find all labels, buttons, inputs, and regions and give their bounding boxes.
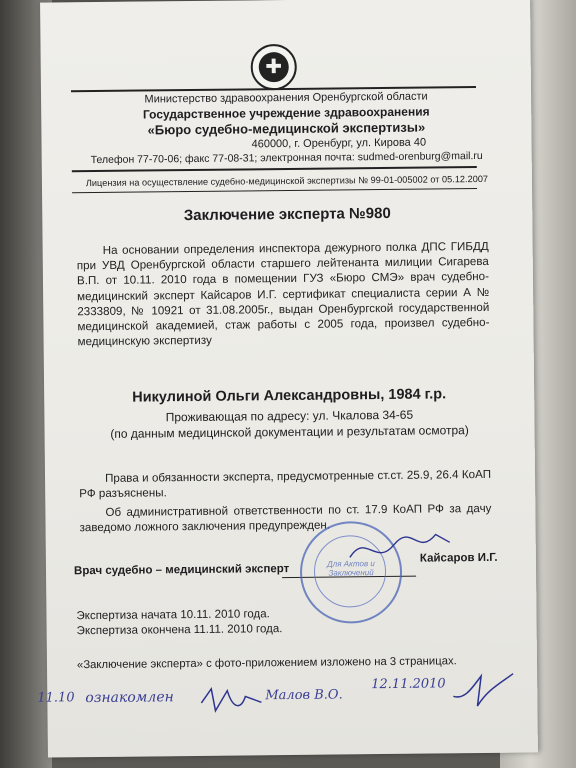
bureau-logo <box>251 44 297 90</box>
expert-signature-scribble <box>346 526 456 567</box>
document-page <box>37 0 538 758</box>
intro-paragraph: На основании определения инспектора дежурного полка ДПС ГИБДД при УВД Оренбургской области старшего лейтенанта милиции Сигарева В.П. от 10.11. 2010 года в помещении ГУЗ «Бюро СМЭ» врач судебно-медицинский эксперт Кайсаров И.Г. сертификат специалиста серии А № 2333809, № 10921 от 31.08.2005г., выдан Оренбургской государственной медицинской академией, стаж работы с 2005 года, произвел судебно-медицинскую экспертизу <box>76 239 490 349</box>
exam-start: Экспертиза начата 10.11. 2010 года. <box>76 608 270 623</box>
rights-paragraph: Права и обязанности эксперта, предусмотренные ст.ст. 25.9, 26.4 КоАП РФ разъяснены. <box>79 467 492 501</box>
expert-signature-bottom <box>447 666 517 713</box>
ministry-line: Министерство здравоохранения Оренбургской области <box>144 90 428 106</box>
reader-signature-scribble <box>197 680 267 721</box>
handwritten-acquainted: ознакомлен <box>85 689 174 707</box>
institution-line: Государственное учреждение здравоохранения <box>142 104 430 122</box>
handwritten-name: Малов В.О. <box>265 687 343 704</box>
header-rule-mid <box>72 166 477 172</box>
document-title: Заключение эксперта №980 <box>183 204 391 225</box>
address-line: 460000, г. Оренбург, ул. Кирова 40 <box>251 136 427 151</box>
handwritten-date-right: 12.11.2010 <box>371 676 446 693</box>
subject-name: Никулиной Ольги Александровны, 1984 г.р. <box>132 386 447 406</box>
medical-cross-icon: ✚ <box>265 56 283 79</box>
signature-name: Кайсаров И.Г. <box>419 551 498 565</box>
bureau-line: «Бюро судебно-медицинской экспертизы» <box>147 119 426 138</box>
exam-end: Экспертиза окончена 11.11. 2010 года. <box>76 623 283 638</box>
license-line: Лицензия на осуществление судебно-медицинской экспертизы № 99-01-005002 от 05.12.2007 <box>85 173 489 189</box>
subject-source: (по данным медицинской документации и результатам осмотра) <box>110 423 469 441</box>
header-rule-bottom <box>72 188 477 193</box>
footer-note: «Заключение эксперта» с фото-приложением изложено на 3 страницах. <box>76 655 457 672</box>
handwritten-date-left: 11.10 <box>37 690 75 706</box>
liability-paragraph: Об административной ответственности по ст. 17.9 КоАП РФ за дачу заведомо ложного заключения предупрежден. <box>79 501 492 535</box>
contacts-line: Телефон 77-70-06; факс 77-08-31; электронная почта: sudmed-orenburg@mail.ru <box>90 149 483 167</box>
subject-address: Проживающая по адресу: ул. Чкалова 34-65 <box>165 407 414 425</box>
stamp-text: Для Актов и Заключений <box>327 559 375 578</box>
signature-role: Врач судебно – медицинский эксперт <box>73 563 290 578</box>
